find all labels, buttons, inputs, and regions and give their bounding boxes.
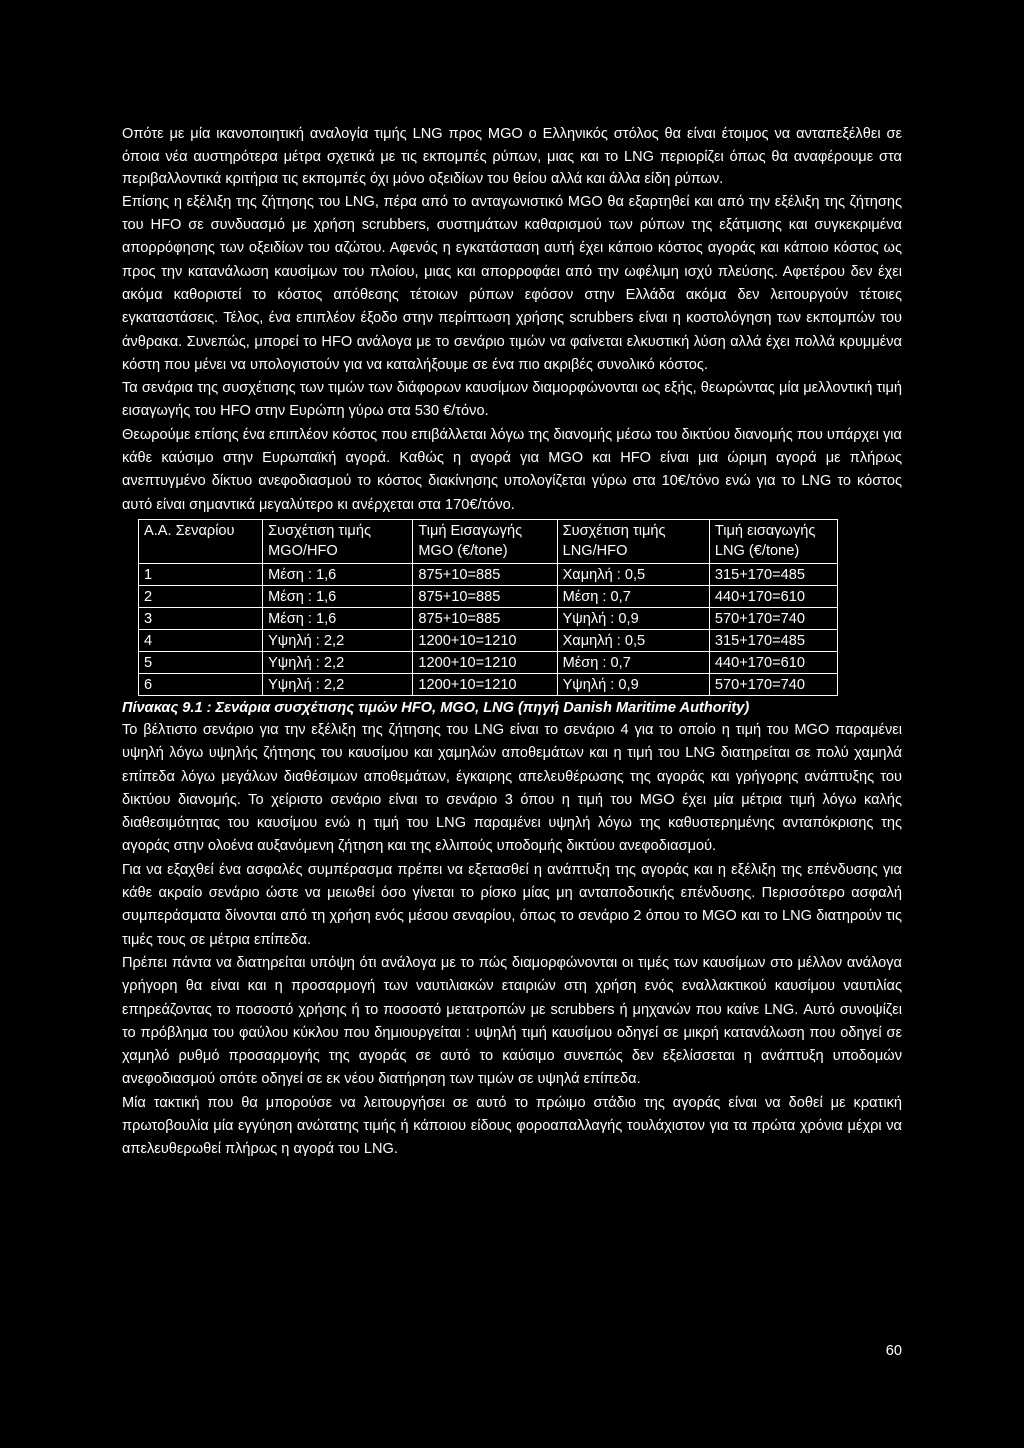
table-caption: Πίνακας 9.1 : Σενάρια συσχέτισης τιμών HFO, MGO, LNG (πηγή Danish Maritime Authority)	[122, 699, 750, 716]
paragraph-price-guarantee: Μία τακτική που θα μπορούσε να λειτουργήσει σε αυτό το πρώιμο στάδιο της αγοράς είναι να δοθεί με κρατική πρωτοβουλία μία εγγύηση ανώτατης τιμής ή κάποιου είδους φοροαπαλλαγής τουλάχιστον για τα πρώτα χρόνια μέχρι να απελευθερωθεί πλήρως η αγορά του LNG.	[122, 1094, 902, 1158]
paragraph-scenarios-intro: Τα σενάρια της συσχέτισης των τιμών των διάφορων καυσίμων διαμορφώνονται ως εξής, θεωρώντας μία μελλοντική τιμή εισαγωγής του HFO στην Ευρώπη γύρω στα 530 €/τόνο.	[122, 380, 902, 420]
table-cell: 315+170=485	[709, 563, 837, 585]
table-header-cell: Τιμή εισαγωγής LNG (€/tone)	[709, 519, 837, 563]
table-row	[139, 673, 838, 695]
table-row	[139, 629, 838, 651]
table-row	[139, 651, 838, 673]
table-cell: 2	[139, 585, 263, 607]
table-cell: Υψηλή : 0,9	[557, 607, 709, 629]
table-row	[139, 585, 838, 607]
table-cell: Υψηλή : 0,9	[557, 673, 709, 695]
paragraph-best-worst-scenario: Το βέλτιστο σενάριο για την εξέλιξη της ζήτησης του LNG είναι το σενάριο 4 για το οποίο η τιμή του MGO παραμένει υψηλή λόγω υψηλής ζήτησης του καυσίμου και χαμηλών αποθεμάτων και η τιμή του LNG διατηρείται σε πολύ χαμηλά επίπεδα λόγω μεγάλων διαθέσιμων αποθεμάτων, έγκαιρης απελευθέρωσης της αγοράς και γρήγορης ανάπτυξης του δικτύου διανομής. Το χείριστο σενάριο είναι το σενάριο 3 όπου η τιμή του MGO έχει μία μέτρια τιμή λόγω καλής διαθεσιμότητας του καυσίμου ενώ η τιμή του LNG παραμένει υψηλή λόγω της καθυστερημένης ανταπόκρισης της αγοράς στην ολοένα αυξανόμενη ζήτηση και της ελλιπούς υποδομής δικτύου ανεφοδιασμού.	[122, 721, 902, 855]
table-cell: 570+170=740	[709, 607, 837, 629]
table-cell: Μέση : 0,7	[557, 651, 709, 673]
table-cell: 5	[139, 651, 263, 673]
table-row	[139, 607, 838, 629]
table-cell: 440+170=610	[709, 585, 837, 607]
table-row	[139, 563, 838, 585]
page-body	[122, 123, 902, 1162]
table-cell: 875+10=885	[413, 563, 557, 585]
table-header-cell: Συσχέτιση τιμής MGO/HFO	[263, 519, 413, 563]
table-cell: Χαμηλή : 0,5	[557, 563, 709, 585]
scenario-table	[138, 519, 838, 696]
paragraph-distribution-cost: Θεωρούμε επίσης ένα επιπλέον κόστος που επιβάλλεται λόγω της διανομής μέσω του δικτύου διανομής που υπάρχει για κάθε καύσιμο στην Ευρωπαϊκή αγορά. Καθώς η αγορά για MGO και HFO είναι μια ώριμη αγορά με πλήρως ανεπτυγμένο δίκτυο ανεφοδιασμού το κόστος διακίνησης υπολογίζεται γύρω στα 10€/τόνο ενώ για το LNG το κόστος αυτό είναι σημαντικά μεγαλύτερο κι ανέρχεται στα 170€/τόνο.	[122, 426, 902, 513]
table-header-cell: Α.Α. Σεναρίου	[139, 519, 263, 563]
table-header-cell: Τιμή Εισαγωγής MGO (€/tone)	[413, 519, 557, 563]
table-cell: 1	[139, 563, 263, 585]
table-cell: Μέση : 1,6	[263, 585, 413, 607]
table-cell: 1200+10=1210	[413, 673, 557, 695]
table-cell: 315+170=485	[709, 629, 837, 651]
table-cell: Χαμηλή : 0,5	[557, 629, 709, 651]
table-cell: 570+170=740	[709, 673, 837, 695]
table-cell: Μέση : 1,6	[263, 563, 413, 585]
paragraph-safe-conclusion: Για να εξαχθεί ένα ασφαλές συμπέρασμα πρέπει να εξετασθεί η ανάπτυξη της αγοράς και η εξέλιξη της επένδυσης για κάθε ακραίο σενάριο ώστε να μειωθεί όσο γίνεται το ρίσκο μίας μη ανταποδοτικής επένδυσης. Περισσότερο ασφαλή συμπεράσματα δίνονται από τη χρήση ενός μέσου σεναρίου, όπως το σενάριο 2 όπου το MGO και το LNG διατηρούν τις τιμές τους σε μέτρια επίπεδα.	[122, 861, 902, 948]
table-cell: Υψηλή : 2,2	[263, 673, 413, 695]
table-cell: 3	[139, 607, 263, 629]
table-cell: 1200+10=1210	[413, 651, 557, 673]
page-number: 60	[885, 1343, 902, 1359]
table-cell: 4	[139, 629, 263, 651]
table-cell: 6	[139, 673, 263, 695]
table-header-row	[139, 519, 838, 563]
table-cell: 1200+10=1210	[413, 629, 557, 651]
table-cell: Μέση : 0,7	[557, 585, 709, 607]
paragraph-vicious-cycle: Πρέπει πάντα να διατηρείται υπόψη ότι ανάλογα με το πώς διαμορφώνονται οι τιμές των καυσίμων στο μέλλον ανάλογα γρήγορη θα είναι και η προσαρμογή των ναυτιλιακών εταιριών στη χρήση ενός εναλλακτικού καυσίμου ναυτιλίας επηρεάζοντας το ποσοστό χρήσης ή το ποσοστό μετατροπών με scrubbers ή μηχανών που καίνε LNG. Αυτό συνοψίζει το πρόβλημα του φαύλου κύκλου που δημιουργείται : υψηλή τιμή καυσίμου οδηγεί σε μικρή κατανάλωση που οδηγεί σε χαμηλό ρυθμό προσαρμογής της αγοράς σε αυτό το καύσιμο συνεπώς δεν εξελίσσεται η ανάπτυξη υποδομών ανεφοδιασμού οπότε οδηγεί σε εκ νέου διατήρηση των τιμών σε υψηλά επίπεδα.	[122, 954, 902, 1088]
table-cell: Υψηλή : 2,2	[263, 651, 413, 673]
table-header-cell: Συσχέτιση τιμής LNG/HFO	[557, 519, 709, 563]
paragraph-intro: Οπότε με μία ικανοποιητική αναλογία τιμής LNG προς MGO ο Ελληνικός στόλος θα είναι έτοιμος να ανταπεξέλθει σε όποια νέα αυστηρότερα μέτρα σχετικά με τις εκπομπές ρύπων, μιας και το LNG περιορίζει όπως θα αναφέρουμε στα περιβαλλοντικά κριτήρια τις εκπομπές όχι μόνο οξειδίων του θείου αλλά και άλλα είδη ρύπων.	[122, 126, 902, 188]
table-cell: 875+10=885	[413, 607, 557, 629]
table-cell: 875+10=885	[413, 585, 557, 607]
paragraph-lng-demand: Επίσης η εξέλιξη της ζήτησης του LNG, πέρα από το ανταγωνιστικό MGO θα εξαρτηθεί και από την εξέλιξη της ζήτησης του HFO σε συνδυασμό με χρήση scrubbers, συστημάτων καθαρισμού των ρύπων της εξάτμισης και συγκεκριμένα απορρόφησης των οξειδίων του αζώτου. Αφενός η εγκατάσταση αυτή έχει κάποιο κόστος αγοράς και κάποιο κόστος ως προς την κατανάλωση καυσίμων του πλοίου, μιας και απορροφάει από την ωφέλιμη ισχύ πλεύσης. Αφετέρου δεν έχει ακόμα καθοριστεί το κόστος απόθεσης τέτοιων ρύπων εφόσον στην Ελλάδα ακόμα δεν λειτουργούν τέτοιες εγκαταστάσεις. Τέλος, ένα επιπλέον έξοδο στην περίπτωση χρήσης scrubbers είναι η κοστολόγηση των εκπομπών του άνθρακα. Συνεπώς, μπορεί το HFO ανάλογα με το σενάριο τιμών να φαίνεται ελκυστική λύση αλλά έχει πολλά κρυμμένα κόστη που μένει να υπολογιστούν για να καταλήξουμε σε ένα πιο ακριβές συνολικό κόστος.	[122, 193, 902, 373]
table-cell: 440+170=610	[709, 651, 837, 673]
table-cell: Υψηλή : 2,2	[263, 629, 413, 651]
table-cell: Μέση : 1,6	[263, 607, 413, 629]
